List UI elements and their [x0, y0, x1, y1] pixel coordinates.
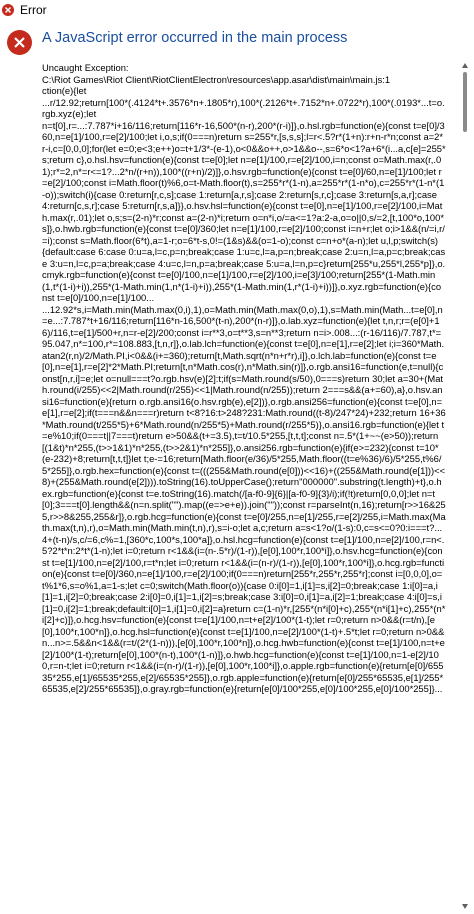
title-bar	[0, 0, 474, 22]
error-message-text	[42, 62, 446, 695]
error-message-area[interactable]	[42, 62, 446, 914]
dialog-header	[0, 22, 474, 62]
error-small-icon	[2, 4, 14, 16]
window-title: Error	[20, 3, 47, 17]
message-line: ction(e){let	[42, 85, 87, 96]
error-heading: A JavaScript error occurred in the main process	[42, 30, 348, 46]
vertical-scrollbar[interactable]	[460, 62, 470, 914]
message-line: C:\Riot Games\Riot Client\RiotClientElectron\resources\app.asar\dist\main\main.js:1	[42, 73, 391, 85]
scroll-down-arrow-icon[interactable]	[461, 902, 469, 910]
scroll-up-arrow-icon[interactable]	[461, 62, 469, 70]
message-line: ...12.92*s,i=Math.min(Math.max(0,i),1),o=Math.min(Math.max(0,o),1),s=Math.min(Math...t=e[0],n=e...:7.787*t+16/116;return[116*n-16,500*(t-n),200*(n-r)]},o.lab.xyz=function(e){let t,n,r;r=(e[0]+16)/116,t=e[1]/500+r,n=r-e[2]/200;const i=r**3,o=t**3,s=n**3;return n=i>.008...:(r-16/116)/7.787,t*=95.047,n*=100,r*=108.883,[t,n,r]},o.lab.lch=function(e){const t=e[0],n=e[1],r=e[2];let i;i=360*Math.atan2(r,n)/2/Math.PI,i<0&&(i+=360);return[t,Math.sqrt(n*n+r*r),i]},o.lch.lab=function(e){const t=e[0],n=e[1],r=e[2]*2*Math.PI;return[t,n*Math.cos(r),n*Math.sin(r)]},o.rgb.ansi16=function(e,t=null){const[n,r,i]=e;let o=null===t?o.rgb.hsv(e)[2]:t;if(s=Math.round(s/50),0===s)return 30;let a=30+(Math.round(i/255)<<2|Math.round(r/255)<<1|Math.round(n/255));return 2===s&&(a+=60),a},o.hsv.ansi16=function(e){return o.rgb.ansi16(o.hsv.rgb(e),e[2])},o.rgb.ansi256=function(e){const t=e[0],n=e[1],r=e[2];if(t===n&&n===r)return t<8?16:t>248?231:Math.round((t-8)/247*24)+232;return 16+36*Math.round(t/255*5)+6*Math.round(n/255*5)+Math.round(r/255*5)},o.ansi16.rgb=function(e){let t=e%10;if(0===t||7===t)return e>50&&(t+=3.5),t=t/10.5*255,[t,t,t];const n=.5*(1+~~(e>50));return[(1&t)*n*255,(t>>1&1)*n*255,(t>>2&1)*n*255]},o.ansi256.rgb=function(e){if(e>=232){const t=10*(e-232)+8;return[t,t,t]}let t;e-=16;return[Math.floor(e/36)/5*255,Math.floor((t=e%36)/6)/5*255,t%6/5*255]},o.rgb.hex=function(e){const t=(((255&Math.round(e[0]))<<16)+((255&Math.round(e[1]))<<8)+(255&Math.round(e[2]))).toString(16).toUpperCase();return"000000".substring(t.length)+t},o.hex.rgb=function(e){const t=e.toString(16).match(/[a-f0-9]{6}|[a-f0-9]{3}/i);if(!t)return[0,0,0];let n=t[0];3===t[0].length&&(n=n.split("").map((e=>e+e)).join(""));const r=parseInt(n,16);return[r>>16&255,r>>8&255,255&r]},o.rgb.hcg=function(e){const t=e[0]/255,n=e[1]/255,r=e[2]/255,i=Math.max(Math.max(t,n),r),o=Math.min(Math.min(t,n),r),s=i-o;let a,c;return a=s<1?o/(1-s):0,c=s<=0?0:i===t?...4+(t-n)/s,c/=6,c%=1,[360*c,100*s,100*a]},o.hsl.hcg=function(e){const t=e[1]/100,n=e[2]/100,r=n<.5?2*t*n:2*t*(1-n);let i=0;return r<1&&(i=(n-.5*r)/(1-r)),[e[0],100*r,100*i]},o.hsv.hcg=function(e){const t=e[1]/100,n=e[2]/100,r=t*n;let i=0;return r<1&&(i=(n-r)/(1-r)),[e[0],100*r,100*i]},o.hcg.rgb=function(e){const t=e[0]/360,n=e[1]/100,r=e[2]/100;if(0===n)return[255*r,255*r,255*r];const i=[0,0,0],o=t%1*6,s=o%1,a=1-s;let c=0;switch(Math.floor(o)){case 0:i[0]=1,i[1]=s,i[2]=0;break;case 1:i[0]=a,i[1]=1,i[2]=0;break;case 2:i[0]=0,i[1]=1,i[2]=s;break;case 3:i[0]=0,i[1]=a,i[2]=1;break;case 4:i[0]=s,i[1]=0,i[2]=1;break;default:i[0]=1,i[1]=0,i[2]=a}return c=(1-n)*r,[255*(n*i[0]+c),255*(n*i[1]+c),255*(n*i[2]+c)]},o.hcg.hsv=function(e){const t=e[1]/100,n=t+e[2]/100*(1-t);let r=0;return n>0&&(r=t/n),[e[0],100*r,100*n]},o.hcg.hsl=function(e){const t=e[1]/100,n=e[2]/100*(1-t)+.5*t;let r=0;return n>0&&n...n>=.5&&n<1&&(r=t/(2*(1-n))),[e[0],100*r,100*n]},o.hcg.hwb=function(e){const t=e[1]/100,n=t+e[2]/100*(1-t);return[e[0],100*(n-t),100*(1-n)]},o.hwb.hcg=function(e){const t=e[1]/100,n=1-e[2]/100,r=n-t;let i=0;return r<1&&(i=(n-r)/(1-r)),[e[0],100*r,100*i]},o.apple.rgb=function(e){return[e[0]/65535*255,e[1]/65535*255,e[2]/65535*255]},o.rgb.apple=function(e){return[e[0]/255*65535,e[1]/255*65535,e[2]/255*65535]},o.gray.rgb=function(e){return[e[0]/100*255,e[0]/100*255,e[0]/100*255]}...	[42, 303, 446, 694]
message-line: n=t[0],r=...:7.787*i+16/116;return[116*r-16,500*(n-r),200*(r-i)]},o.hsl.rgb=function(e){const t=e[0]/360,n=e[1]/100,r=e[2]/100;let i,o,s;if(0===n)return s=255*r,[s,s,s];l=r<.5?r*(1+n):r+n-r*n;const a=2*r-i,c=[0,0,0];for(let e=0;e<3;e++)o=t+1/3*-(e-1),o<0&&o++,o>1&&o--,s=6*o<1?a+6*(i...a,c[e]=255*s;return c},o.hsl.hsv=function(e){const t=e[0];let n=e[1]/100,r=e[2]/100,i=n;const o=Math.max(r,.01);r*=2,n*=r<=1?...2*n/(r+n)),100*((r+n)/2)]},o.hsv.rgb=function(e){const t=e[0]/60,n=e[1]/100;let r=e[2]/100;const i=Math.floor(t)%6,o=t-Math.floor(t),s=255*r*(1-n),a=255*r*(1-n*o),c=255*r*(1-n*(1-o));switch(i){case 0:return[r,c,s];case 1:return[a,r,s];case 2:return[s,r,c];case 3:return[s,a,r];case 4:return[c,s,r];case 5:return[r,s,a]}},o.hsv.hsl=function(e){const t=e[0],n=e[1]/100,r=e[2]/100,i=Math.max(r,.01);let o,s;s=(2-n)*r;const a=(2-n)*i;return o=n*i,o/=a<=1?a:2-a,o=o||0,s/=2,[t,100*o,100*s]},o.hwb.rgb=function(e){const t=e[0]/360;let n=e[1]/100,r=e[2]/100;const i=n+r;let o;i>1&&(n/=i,r/=i);const s=Math.floor(6*t),a=1-r;o=6*t-s,0!=(1&s)&&(o=1-o);const c=n+o*(a-n);let u,l,p;switch(s){default:case 6:case 0:u=a,l=c,p=n;break;case 1:u=c,l=a,p=n;break;case 2:u=n,l=a,p=c;break;case 3:u=n,l=c,p=a;break;case 4:u=c,l=n,p=a;break;case 5:u=a,l=n,p=c}return[255*u,255*l,255*p]},o.cmyk.rgb=function(e){const t=e[0]/100,n=e[1]/100,r=e[2]/100,i=e[3]/100;return[255*(1-Math.min(1,t*(1-i)+i)),255*(1-Math.min(1,n*(1-i)+i)),255*(1-Math.min(1,r*(1-i)+i))]},o.xyz.rgb=function(e){const t=e[0]/100,n=e[1]/100...	[42, 119, 446, 303]
message-line: Uncaught Exception:	[42, 62, 129, 73]
message-line: ...r/12.92;return[100*(.4124*t+.3576*n+.1805*r),100*(.2126*t+.7152*n+.0722*r),100*(.0193*...t=o.rgb.xyz(e);let	[42, 96, 445, 119]
error-x-icon	[7, 30, 32, 55]
scrollbar-thumb[interactable]	[463, 72, 467, 132]
